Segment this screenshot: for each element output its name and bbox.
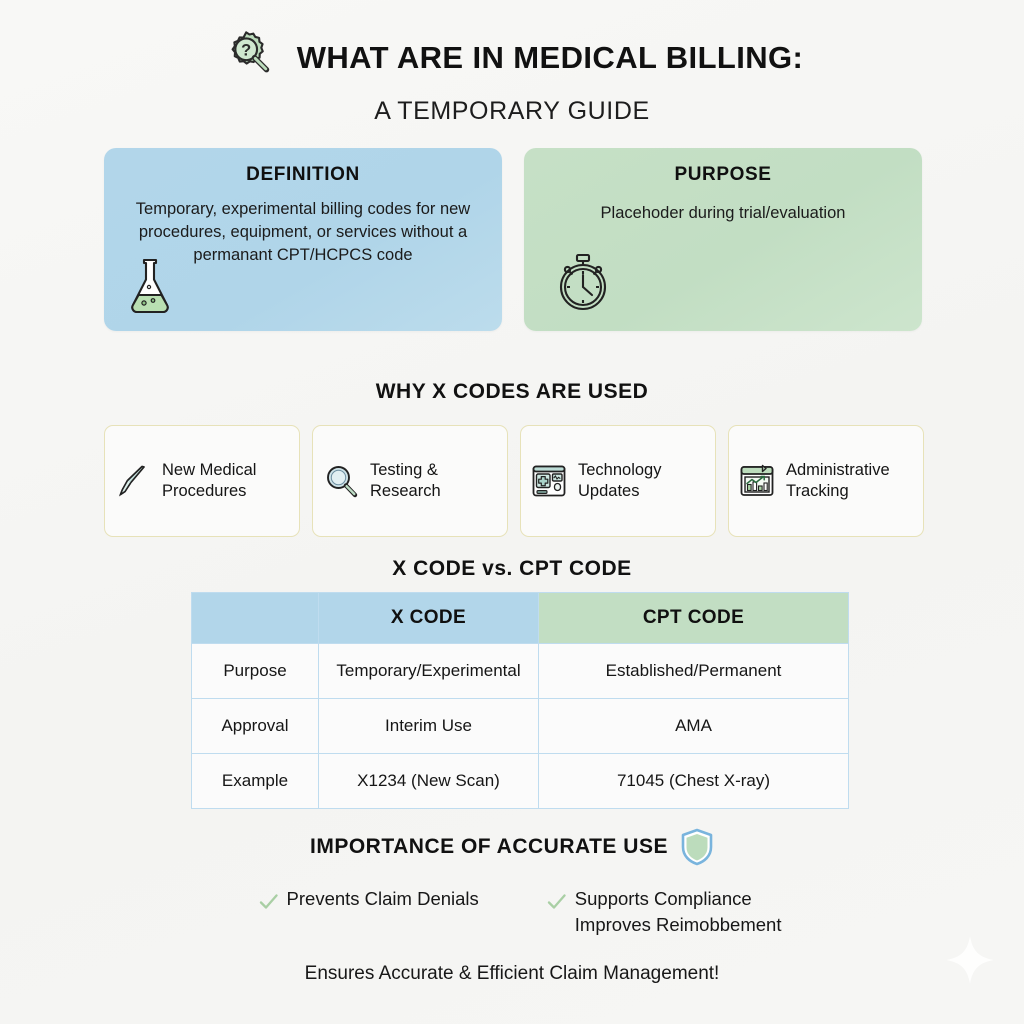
- why-card-technology-updates[interactable]: [520, 425, 716, 537]
- comparison-heading: X CODE vs. CPT CODE: [392, 557, 632, 580]
- svg-text:?: ?: [240, 41, 251, 60]
- benefit-line: Supports Compliance: [574, 888, 752, 909]
- check-icon: [547, 892, 566, 911]
- table-cell-cpt-code: Established/Permanent: [539, 644, 849, 699]
- table-row: [192, 699, 849, 754]
- shield-icon: [680, 828, 714, 866]
- why-section-heading: WHY X CODES ARE USED: [375, 380, 649, 403]
- table-cell-label: Example: [192, 754, 319, 809]
- purpose-panel-title: PURPOSE: [674, 164, 772, 185]
- definition-panel: [104, 148, 502, 331]
- clipboard-chart-icon: [737, 461, 777, 501]
- table-cell-label: Purpose: [192, 644, 319, 699]
- scalpel-icon: [113, 461, 153, 501]
- comparison-table: [191, 592, 849, 809]
- page-title: WHAT ARE IN MEDICAL BILLING:: [296, 40, 804, 75]
- benefit-lines: [287, 886, 479, 912]
- table-cell-cpt-code: AMA: [539, 699, 849, 754]
- importance-title-row: [0, 828, 1024, 866]
- check-icon: [259, 892, 278, 911]
- definition-panel-title: DEFINITION: [246, 164, 360, 185]
- definition-panel-body: Temporary, experimental billing codes for new procedures, equipment, or services without a permanant CPT/HCPCS code: [135, 200, 471, 264]
- benefit-lines: [575, 886, 782, 939]
- table-row: [192, 754, 849, 809]
- stopwatch-icon: [552, 251, 614, 313]
- benefit-item: [259, 886, 479, 939]
- why-card-testing-research[interactable]: [312, 425, 508, 537]
- medical-device-icon: [529, 461, 569, 501]
- page-header: [0, 26, 1024, 126]
- table-header-x-code: X CODE: [319, 593, 539, 644]
- table-cell-x-code: Interim Use: [319, 699, 539, 754]
- why-card-new-medical-procedures[interactable]: [104, 425, 300, 537]
- why-cards-row: [104, 425, 924, 537]
- table-header-cpt-code: CPT CODE: [539, 593, 849, 644]
- why-card-label: New Medical Procedures: [162, 460, 257, 500]
- benefit-line: Improves Reimobbement: [574, 914, 782, 936]
- why-card-label: Testing & Research: [370, 460, 441, 500]
- sparkle-icon: [944, 934, 996, 986]
- importance-heading: IMPORTANCE OF ACCURATE USE: [310, 835, 668, 858]
- why-card-label: Technology Updates: [578, 460, 662, 500]
- purpose-panel: [524, 148, 922, 331]
- table-row: [192, 644, 849, 699]
- table-cell-x-code: X1234 (New Scan): [319, 754, 539, 809]
- why-card-administrative-tracking[interactable]: [728, 425, 924, 537]
- magnifier-icon: [321, 461, 361, 501]
- benefits-row: [0, 886, 1024, 939]
- page-subtitle: A TEMPORARY GUIDE: [374, 97, 650, 125]
- closing-statement: Ensures Accurate & Efficient Claim Management!: [304, 962, 720, 984]
- benefit-item: [547, 886, 782, 939]
- table-header-empty: [192, 593, 319, 644]
- table-cell-x-code: Temporary/Experimental: [319, 644, 539, 699]
- table-cell-cpt-code: 71045 (Chest X-ray): [539, 754, 849, 809]
- why-card-label: Administrative Tracking: [786, 460, 890, 500]
- purpose-panel-body: Placehoder during trial/evaluation: [600, 204, 846, 222]
- table-header-row: [192, 593, 849, 644]
- benefit-line: Prevents Claim Denials: [286, 888, 479, 909]
- table-cell-label: Approval: [192, 699, 319, 754]
- gear-magnifier-question-icon: [221, 28, 283, 90]
- top-panels: [104, 148, 922, 331]
- flask-icon: [122, 255, 178, 317]
- title-row: [0, 26, 1024, 90]
- importance-section: [0, 828, 1024, 985]
